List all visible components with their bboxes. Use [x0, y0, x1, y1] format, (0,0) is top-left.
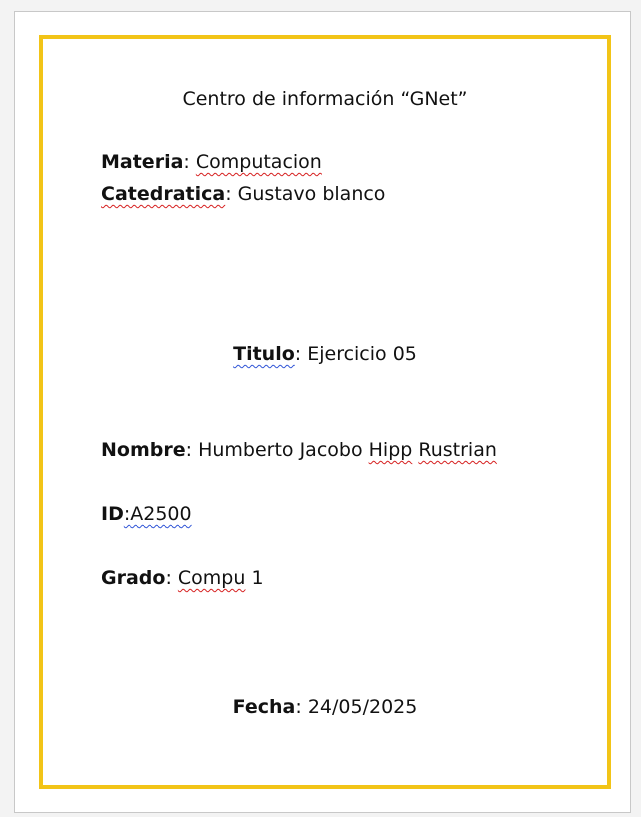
grado-line[interactable]: [101, 566, 264, 590]
grado-label: Grado: [101, 567, 166, 589]
page-border-frame: [39, 35, 611, 789]
fecha-label: Fecha: [232, 696, 296, 718]
materia-line[interactable]: [101, 150, 322, 174]
nombre-value-part2: Hipp: [368, 439, 413, 461]
nombre-colon: :: [185, 439, 199, 461]
catedratica-line[interactable]: [101, 182, 385, 206]
fecha-value: 24/05/2025: [307, 696, 418, 718]
grado-value-part2: 1: [245, 567, 264, 589]
id-value: A2500: [130, 503, 192, 525]
titulo-line[interactable]: [40, 342, 610, 366]
id-label: ID: [101, 503, 124, 525]
catedratica-label: Catedratica: [101, 183, 226, 205]
id-colon: :: [123, 503, 131, 525]
nombre-value-part4: Rustrian: [418, 439, 497, 461]
titulo-value: Ejercicio 05: [307, 343, 417, 365]
header-line[interactable]: [40, 87, 610, 111]
nombre-value-part1: Humberto Jacobo: [198, 439, 369, 461]
catedratica-colon: :: [225, 183, 238, 205]
titulo-colon: :: [294, 343, 308, 365]
fecha-colon: :: [295, 696, 308, 718]
grado-colon: :: [165, 567, 178, 589]
nombre-label: Nombre: [101, 439, 186, 461]
nombre-line[interactable]: [101, 438, 497, 462]
materia-value: Computacion: [195, 151, 322, 173]
id-line[interactable]: [101, 502, 192, 526]
header-text: Centro de información “GNet”: [182, 88, 468, 110]
materia-label: Materia: [101, 151, 184, 173]
id-group: [124, 503, 192, 525]
catedratica-value: Gustavo blanco: [237, 183, 386, 205]
grado-value-part1: Compu: [177, 567, 246, 589]
fecha-line[interactable]: [40, 695, 610, 719]
materia-colon: :: [183, 151, 196, 173]
titulo-label: Titulo: [233, 343, 295, 365]
